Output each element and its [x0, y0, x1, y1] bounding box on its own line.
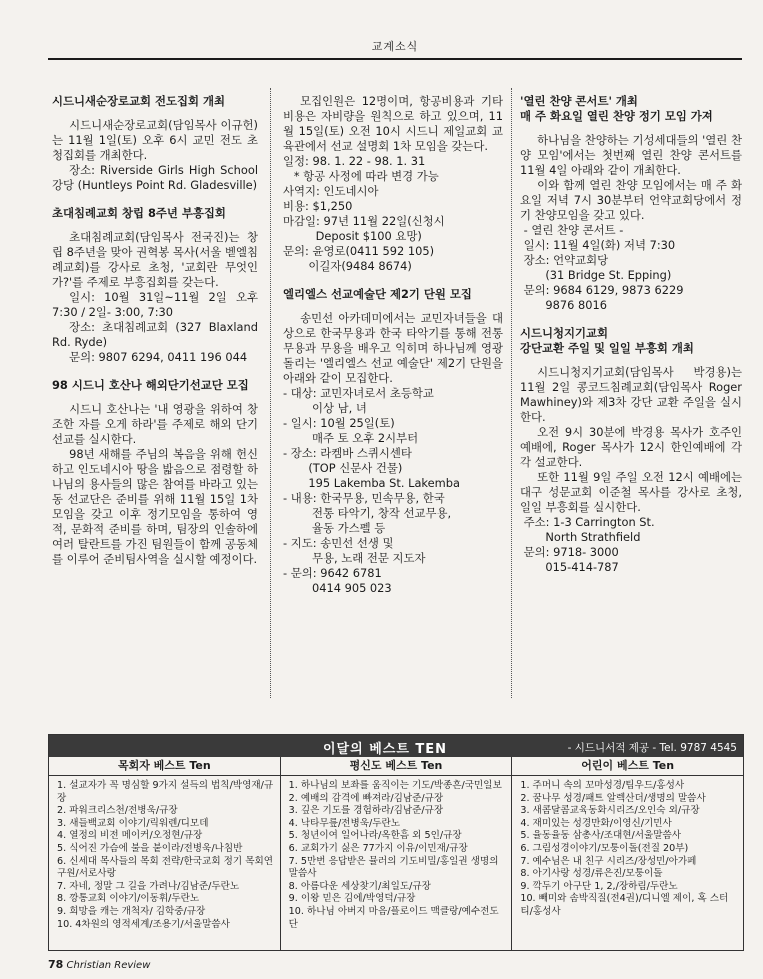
article-paragraph: 장소: 초대침례교회 (327 Blaxland Rd. Ryde)	[52, 320, 258, 349]
article	[520, 326, 742, 575]
article-paragraph: 초대침례교회(담임목사 전국진)는 창립 8주년을 맞아 권혁봉 목사(서울 벧엘침례교회)를 강사로 초청, '교회란 무엇인가?'를 주제로 부흥집회를 갖는다.	[52, 230, 258, 289]
section-header	[48, 34, 742, 60]
article-paragraph: 장소: Riverside Girls High School 강당 (Huntleys Point Rd. Gladesville)	[52, 163, 258, 192]
article-paragraph: 모집인원은 12명이며, 항공비용과 기타비용은 자비량을 원칙으로 하고 있으며, 11월 15일(토) 오전 10시 시드니 제일교회 교육관에서 선교 설명회 1차 모임을 갖는다.	[283, 94, 503, 153]
best-ten-item: 4. 낙타무릎/전병욱/두란노	[288, 817, 401, 829]
article-headline	[520, 326, 742, 356]
info-line: - 장소: 라켐바 스퀴시센타	[283, 446, 412, 460]
info-line: 015-414-787	[520, 560, 619, 574]
info-line: 비용: $1,250	[283, 199, 353, 213]
best-ten-list	[512, 780, 743, 919]
best-ten-item: 1. 하나님의 보좌를 움직이는 기도/박종흔/국민일보	[288, 780, 502, 791]
best-ten-item: 4. 열정의 비전 메이커/오정현/규장	[57, 830, 203, 842]
best-ten-source: - 시드니서적 제공 - Tel. 9787 4545	[567, 742, 737, 754]
best-ten-item: 8. 아름다운 세상찾기/최일도/규장	[288, 880, 431, 892]
info-line: 문의: 9718- 3000	[520, 545, 619, 559]
article-headline	[52, 206, 258, 221]
best-ten-item: 8. 깡통교회 이야기/이동휘/두란노	[57, 893, 200, 905]
best-ten-item: 6. 교회가기 싫은 77가지 이유/이민재/규장	[288, 842, 468, 854]
info-line: - 문의: 9642 6781	[283, 566, 382, 580]
info-line: 일정: 98. 1. 22 - 98. 1. 31	[283, 154, 426, 168]
info-line: (TOP 신문사 건물)	[283, 461, 403, 475]
best-ten-item: 8. 아기사랑 성경/류은진/모퉁이돌	[520, 868, 663, 880]
article-paragraph: 시드니청지기교회(담임목사 박경용)는 11월 2일 콩코드침례교회(담임목사 Roger Mawhiney)와 제3차 강단 교환 주일을 실시한다.	[520, 365, 742, 424]
info-line: 무용, 노래 전문 지도자	[283, 551, 426, 565]
best-ten-item: 1. 주머니 속의 꼬마성경/팀우드/홍성사	[520, 780, 685, 791]
article-paragraph: 시드니새순장로교회(담임목사 이규헌)는 11월 1일(토) 오후 6시 교민 전도 초청집회를 개최한다.	[52, 118, 258, 162]
info-line: 장소: 언약교회당	[520, 253, 609, 267]
article-paragraph: 하나님을 찬양하는 기성세대들의 '열린 찬양 모임'에서는 첫번째 열린 찬양 콘서트를 11월 4일 아래와 같이 개최한다.	[520, 133, 742, 177]
info-line: 전통 타악기, 창작 선교무용,	[283, 506, 452, 520]
info-line: 이길자(9484 8674)	[283, 259, 412, 273]
best-ten-column	[281, 757, 513, 950]
best-ten-item: 2. 꿈나무 성경/패트 알렉산더/생명의 말씀사	[520, 792, 706, 804]
section-title: 교계소식	[371, 40, 419, 53]
article	[283, 94, 503, 274]
headline-line: 98 시드니 호산나 해외단기선교단 모집	[52, 378, 249, 392]
info-line: 문의: 윤영로(0411 592 105)	[283, 244, 435, 258]
best-ten-column	[512, 757, 743, 950]
article-paragraph: 시드니 호산나는 '내 영광을 위하여 창조한 자를 오게 하라'를 주제로 해외 단기 선교를 실시한다.	[52, 402, 258, 446]
best-ten-item: 10. 하나님 아버지 마음/플로이드 맥클랑/예수전도단	[288, 905, 499, 930]
best-ten-column-heading: 어린이 베스트 Ten	[512, 757, 743, 776]
info-line: * 항공 사정에 따라 변경 가능	[283, 169, 439, 183]
article-headline	[52, 378, 258, 393]
article	[520, 94, 742, 313]
best-ten-item: 5. 청년이여 일어나라/옥한흠 외 5인/규장	[288, 830, 462, 842]
article-paragraph: 일시: 10월 31일~11월 2일 오후 7:30 / 2일- 3:00, 7:30	[52, 290, 258, 319]
best-ten-item: 10. 빼미와 솜박직질(전4권)/디니엘 제이, 혹 스터티/홍성사	[520, 893, 729, 917]
info-line: 0414 905 023	[283, 581, 392, 595]
best-ten-item: 7. 5만번 응답받은 뮬러의 기도비밀/홍일권 생명의 말씀사	[288, 855, 499, 880]
best-ten-box	[48, 734, 744, 951]
article	[283, 287, 503, 596]
best-ten-item: 6. 그림성경이야기/모퉁이돌(전질 20부)	[520, 842, 689, 854]
article-paragraph: 송민선 아카데미에서는 교민자녀들을 대상으로 한국무용과 한국 타악기를 통해 전통무용과 무용을 배우고 익히며 하나님께 영광돌리는 '엘리엘스 선교 예술단' 제2기 단원을 아래와 같이 모집한다.	[283, 311, 503, 385]
best-ten-item: 3. 깊은 기도를 경험하라/김남준/규장	[288, 805, 444, 817]
info-line: 9876 8016	[520, 298, 607, 312]
info-line: 사역지: 인도네시아	[283, 184, 379, 198]
article-paragraph: 이와 함께 열린 찬양 모임에서는 매 주 화요일 저녁 7시 30분부터 언약교회당에서 정기 찬양모임을 갖고 있다.	[520, 178, 742, 222]
best-ten-list	[49, 780, 280, 931]
best-ten-item: 7. 예수님은 내 친구 시리즈/장성민/아가페	[520, 855, 697, 867]
best-ten-item: 9. 희망을 캐는 개척자/ 김학중/규장	[57, 905, 206, 917]
best-ten-item: 9. 이왕 믿은 김에/박영덕/규장	[288, 893, 416, 905]
headline-line: 초대침례교회 창립 8주년 부흥집회	[52, 206, 226, 220]
article-paragraph: 또한 11월 9일 주일 오전 12시 예배에는 대구 성문교회 이준철 목사를 강사로 초청, 일일 부흥회를 실시한다.	[520, 470, 742, 514]
best-ten-item: 9. 깍두기 아구단 1, 2,/장하림/두란노	[520, 880, 678, 892]
column-right	[520, 94, 742, 588]
best-ten-item: 5. 율동율동 삼총사/조대현/서울말씀사	[520, 830, 682, 842]
headline-line: '열린 찬양 콘서트' 개최	[520, 94, 638, 108]
headline-line: 시드니청지기교회	[520, 326, 609, 340]
article-paragraph: 문의: 9807 6294, 0411 196 044	[69, 350, 248, 364]
info-line: 이상 남, 녀	[283, 401, 367, 415]
info-line: - 대상: 교민자녀로서 초등학교	[283, 386, 434, 400]
best-ten-item: 3. 새콤달콤교육동화시리즈/오인숙 외/규장	[520, 805, 700, 817]
article	[52, 94, 258, 193]
info-line: Deposit $100 요망)	[283, 229, 422, 243]
info-line: 율동 가스펠 등	[283, 521, 386, 535]
article-paragraph: 98년 새해를 주님의 복음을 위해 헌신하고 인도네시아 땅을 밟음으로 점령할 하나님의 용사들의 많은 참여를 바라고 있는 동 선교단은 준비를 위해 11월 15일 1차 모임을 갖고 이후 정기모임을 통하여 영적, 문화적 준비를 하며, 팀장의 인솔하에 여러 탈란트를 가진 팀원들이 함께 공동체를 이루어 준비팀사역을 실시할 예정이다.	[52, 447, 258, 566]
info-line: 일시: 11월 4일(화) 저녁 7:30	[520, 238, 676, 252]
article-headline	[520, 94, 742, 124]
page-number: 78	[48, 958, 64, 971]
info-line: - 일시: 10월 25일(토)	[283, 416, 395, 430]
article-headline	[52, 94, 258, 109]
article	[52, 206, 258, 365]
best-ten-banner	[49, 735, 743, 757]
info-line: 마감일: 97년 11월 22일(신청시	[283, 214, 445, 228]
info-line: - 열린 찬양 콘서트 -	[520, 223, 624, 237]
best-ten-title: 이달의 베스트 TEN	[323, 742, 448, 757]
best-ten-column-heading: 목회자 베스트 Ten	[49, 757, 280, 776]
column-divider	[270, 88, 271, 698]
best-ten-item: 2. 예배의 감격에 빠져라/김남준/규장	[288, 792, 444, 804]
best-ten-column	[49, 757, 281, 950]
magazine-name: Christian Review	[66, 960, 151, 971]
article	[52, 378, 258, 567]
best-ten-list	[281, 780, 512, 931]
headline-line: 시드니새순장로교회 전도집회 개최	[52, 94, 225, 108]
best-ten-column-heading: 평신도 베스트 Ten	[281, 757, 512, 776]
best-ten-item: 10. 4차원의 영적세계/조용기/서울말씀사	[57, 918, 230, 930]
info-line: (31 Bridge St. Epping)	[520, 268, 672, 282]
info-line: - 지도: 송민선 선생 및	[283, 536, 394, 550]
best-ten-item: 1. 설교자가 꼭 명심할 9가지 설득의 법칙/박영재/규장	[57, 780, 274, 804]
article-paragraph: 오전 9시 30분에 박경용 목사가 호주인 예배에, Roger 목사가 12시 한인예배에 각각 설교한다.	[520, 425, 742, 469]
info-line: North Strathfield	[520, 530, 641, 544]
column-middle	[283, 94, 503, 609]
best-ten-item: 7. 자네, 정말 그 길을 가려나/김남준/두란노	[57, 880, 240, 892]
info-line: 매주 토 오후 2시부터	[283, 431, 419, 445]
best-ten-item: 6. 신세대 목사들의 목회 전략/한국교회 정기 목회연구원/서로사랑	[57, 855, 274, 880]
column-divider	[511, 88, 512, 698]
best-ten-columns	[49, 757, 743, 950]
column-left	[52, 94, 258, 580]
headline-line: 매 주 화요일 열린 찬양 정기 모임 가져	[520, 109, 713, 123]
headline-line: 엘리엘스 선교예술단 제2기 단원 모집	[283, 287, 472, 301]
best-ten-item: 5. 식어진 가슴에 불을 붙이라/전병욱/나침반	[57, 842, 243, 854]
info-line: 주소: 1-3 Carrington St.	[520, 515, 655, 529]
article-headline	[283, 287, 503, 302]
info-line: 195 Lakemba St. Lakemba	[283, 476, 460, 490]
best-ten-item: 2. 파워크리스천/전병욱/규장	[57, 805, 178, 817]
headline-line: 강단교환 주일 및 일일 부흥회 개최	[520, 341, 694, 355]
best-ten-item: 4. 재미있는 성경만화/이영신/기민사	[520, 817, 672, 829]
page-footer	[48, 958, 150, 971]
info-line: 문의: 9684 6129, 9873 6229	[520, 283, 684, 297]
best-ten-item: 3. 새들백교회 이야기/릭워렌/디모데	[57, 817, 209, 829]
info-line: - 내용: 한국무용, 민속무용, 한국	[283, 491, 445, 505]
